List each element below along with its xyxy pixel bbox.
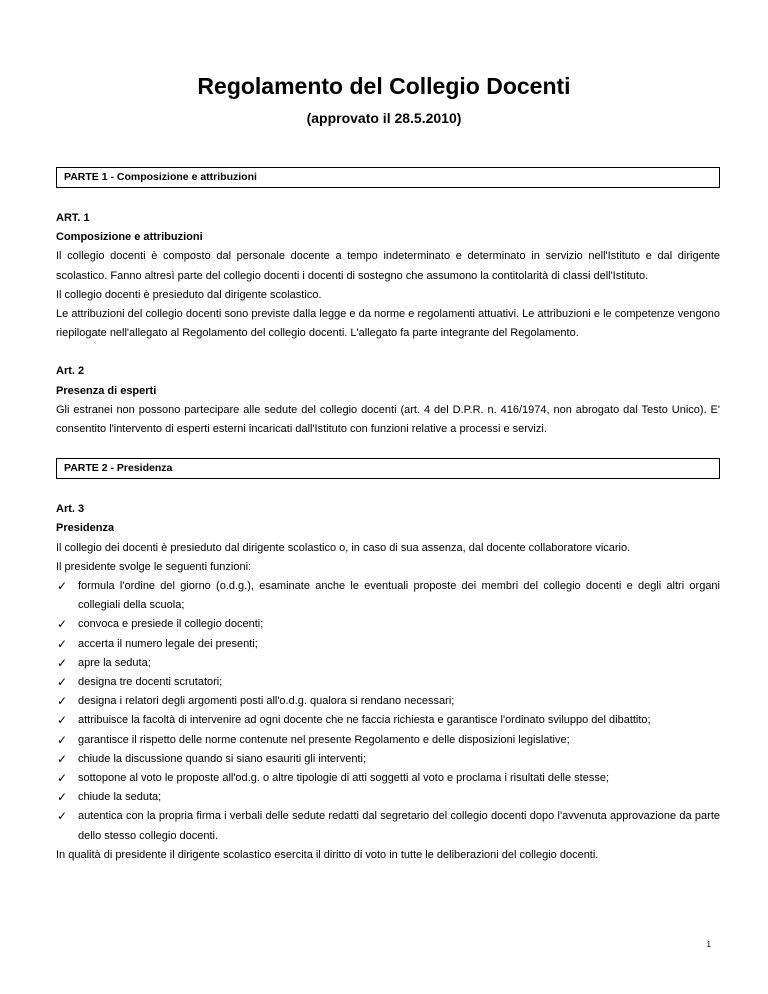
art-1-paragraph-2: Il collegio docenti è presieduto dal dirigente scolastico.	[56, 288, 322, 301]
list-item: ✓ chiude la discussione quando si siano esauriti gli interventi;	[56, 750, 720, 769]
art-1-paragraph-1: Il collegio docenti è composto dal personale docente a tempo indeterminato e determinato in servizio nell'Istituto e dal dirigente scolastico. Fanno altresì parte del collegio docenti i docenti di sostegno che assumono la contitolarità di classi dell'Istituto.	[56, 250, 720, 282]
list-item: ✓ designa i relatori degli argomenti posti all'o.d.g. qualora si rendano necessari;	[56, 692, 720, 711]
page-number: 1	[706, 940, 711, 949]
checkmark-icon: ✓	[57, 790, 68, 805]
art-3-paragraph-1: Il collegio dei docenti è presieduto dal dirigente scolastico o, in caso di sua assenza, dal docente collaboratore vicario.	[56, 541, 631, 554]
checkmark-icon: ✓	[57, 809, 68, 824]
art-2-paragraph-1: Gli estranei non possono partecipare alle sedute del collegio docenti (art. 4 del D.P.R. n. 416/1974, non abrogato dal Testo Unico). E' consentito l'intervento di esperti esterni incaricati dall'Istituto con funzioni relative a processi e servizi.	[56, 403, 720, 436]
list-item: ✓ designa tre docenti scrutatori;	[56, 673, 720, 692]
checkmark-icon: ✓	[57, 751, 68, 766]
checkmark-icon: ✓	[57, 713, 68, 728]
list-item: ✓ convoca e presiede il collegio docenti;	[56, 615, 720, 634]
list-item: ✓ autentica con la propria firma i verbali delle sedute redatti dal segretario del collegio docenti dopo l'avvenuta approvazione da parte dello stesso collegio docenti.	[57, 809, 720, 842]
checkmark-icon: ✓	[57, 694, 68, 709]
list-item: ✓ apre la seduta;	[56, 654, 720, 673]
president-functions-list	[56, 577, 720, 846]
document-subtitle: (approvato il 28.5.2010)	[306, 110, 462, 126]
art-3-paragraph-2: Il presidente svolge le seguenti funzioni:	[56, 560, 252, 573]
art-1-paragraph-3: Le attribuzioni del collegio docenti sono previste dalla legge e da norme e regolamenti attuativi. Le attribuzioni e le competenze vengono riepilogate nell'allegato al Regolamento del collegio docenti. L'allegato fa parte integrante del Regolamento.	[56, 308, 720, 340]
part-2-heading: PARTE 2 - Presidenza	[56, 458, 720, 479]
list-item: ✓ chiude la seduta;	[56, 788, 720, 807]
list-item: ✓ garantisce il rispetto delle norme contenute nel presente Regolamento e delle disposizioni legislative;	[56, 731, 720, 750]
part-1-heading: PARTE 1 - Composizione e attribuzioni	[56, 167, 720, 188]
checkmark-icon: ✓	[57, 579, 68, 594]
art-1-number: ART. 1	[56, 212, 90, 224]
checkmark-icon: ✓	[57, 675, 68, 690]
checkmark-icon: ✓	[57, 636, 68, 651]
list-item: ✓ accerta il numero legale dei presenti;	[56, 635, 720, 654]
checkmark-icon: ✓	[57, 732, 68, 747]
checkmark-icon: ✓	[57, 655, 68, 670]
art-1-heading: Composizione e attribuzioni	[56, 231, 203, 244]
art-2-number: Art. 2	[56, 365, 85, 378]
list-item: ✓ formula l'ordine del giorno (o.d.g.), esaminate anche le eventuali proposte dei membri del collegio docenti e degli altri organi collegiali della scuola;	[57, 579, 720, 612]
art-2-heading: Presenza di esperti	[56, 384, 157, 397]
document-body	[56, 167, 720, 865]
art-3-closing: In qualità di presidente il dirigente scolastico esercita il diritto di voto in tutte le deliberazioni del collegio docenti.	[56, 848, 599, 861]
document-title: Regolamento del Collegio Docenti	[197, 73, 571, 99]
list-item: ✓ sottopone al voto le proposte all'od.g. o altre tipologie di atti soggetti al voto e proclama i risultati delle stesse;	[56, 769, 720, 788]
art-3-number: Art. 3	[56, 503, 85, 516]
checkmark-icon: ✓	[57, 771, 68, 786]
list-item: ✓ attribuisce la facoltà di intervenire ad ogni docente che ne faccia richiesta e garantisce l'ordinato sviluppo del dibattito;	[56, 711, 720, 730]
art-3-heading: Presidenza	[56, 522, 115, 535]
checkmark-icon: ✓	[57, 617, 68, 632]
